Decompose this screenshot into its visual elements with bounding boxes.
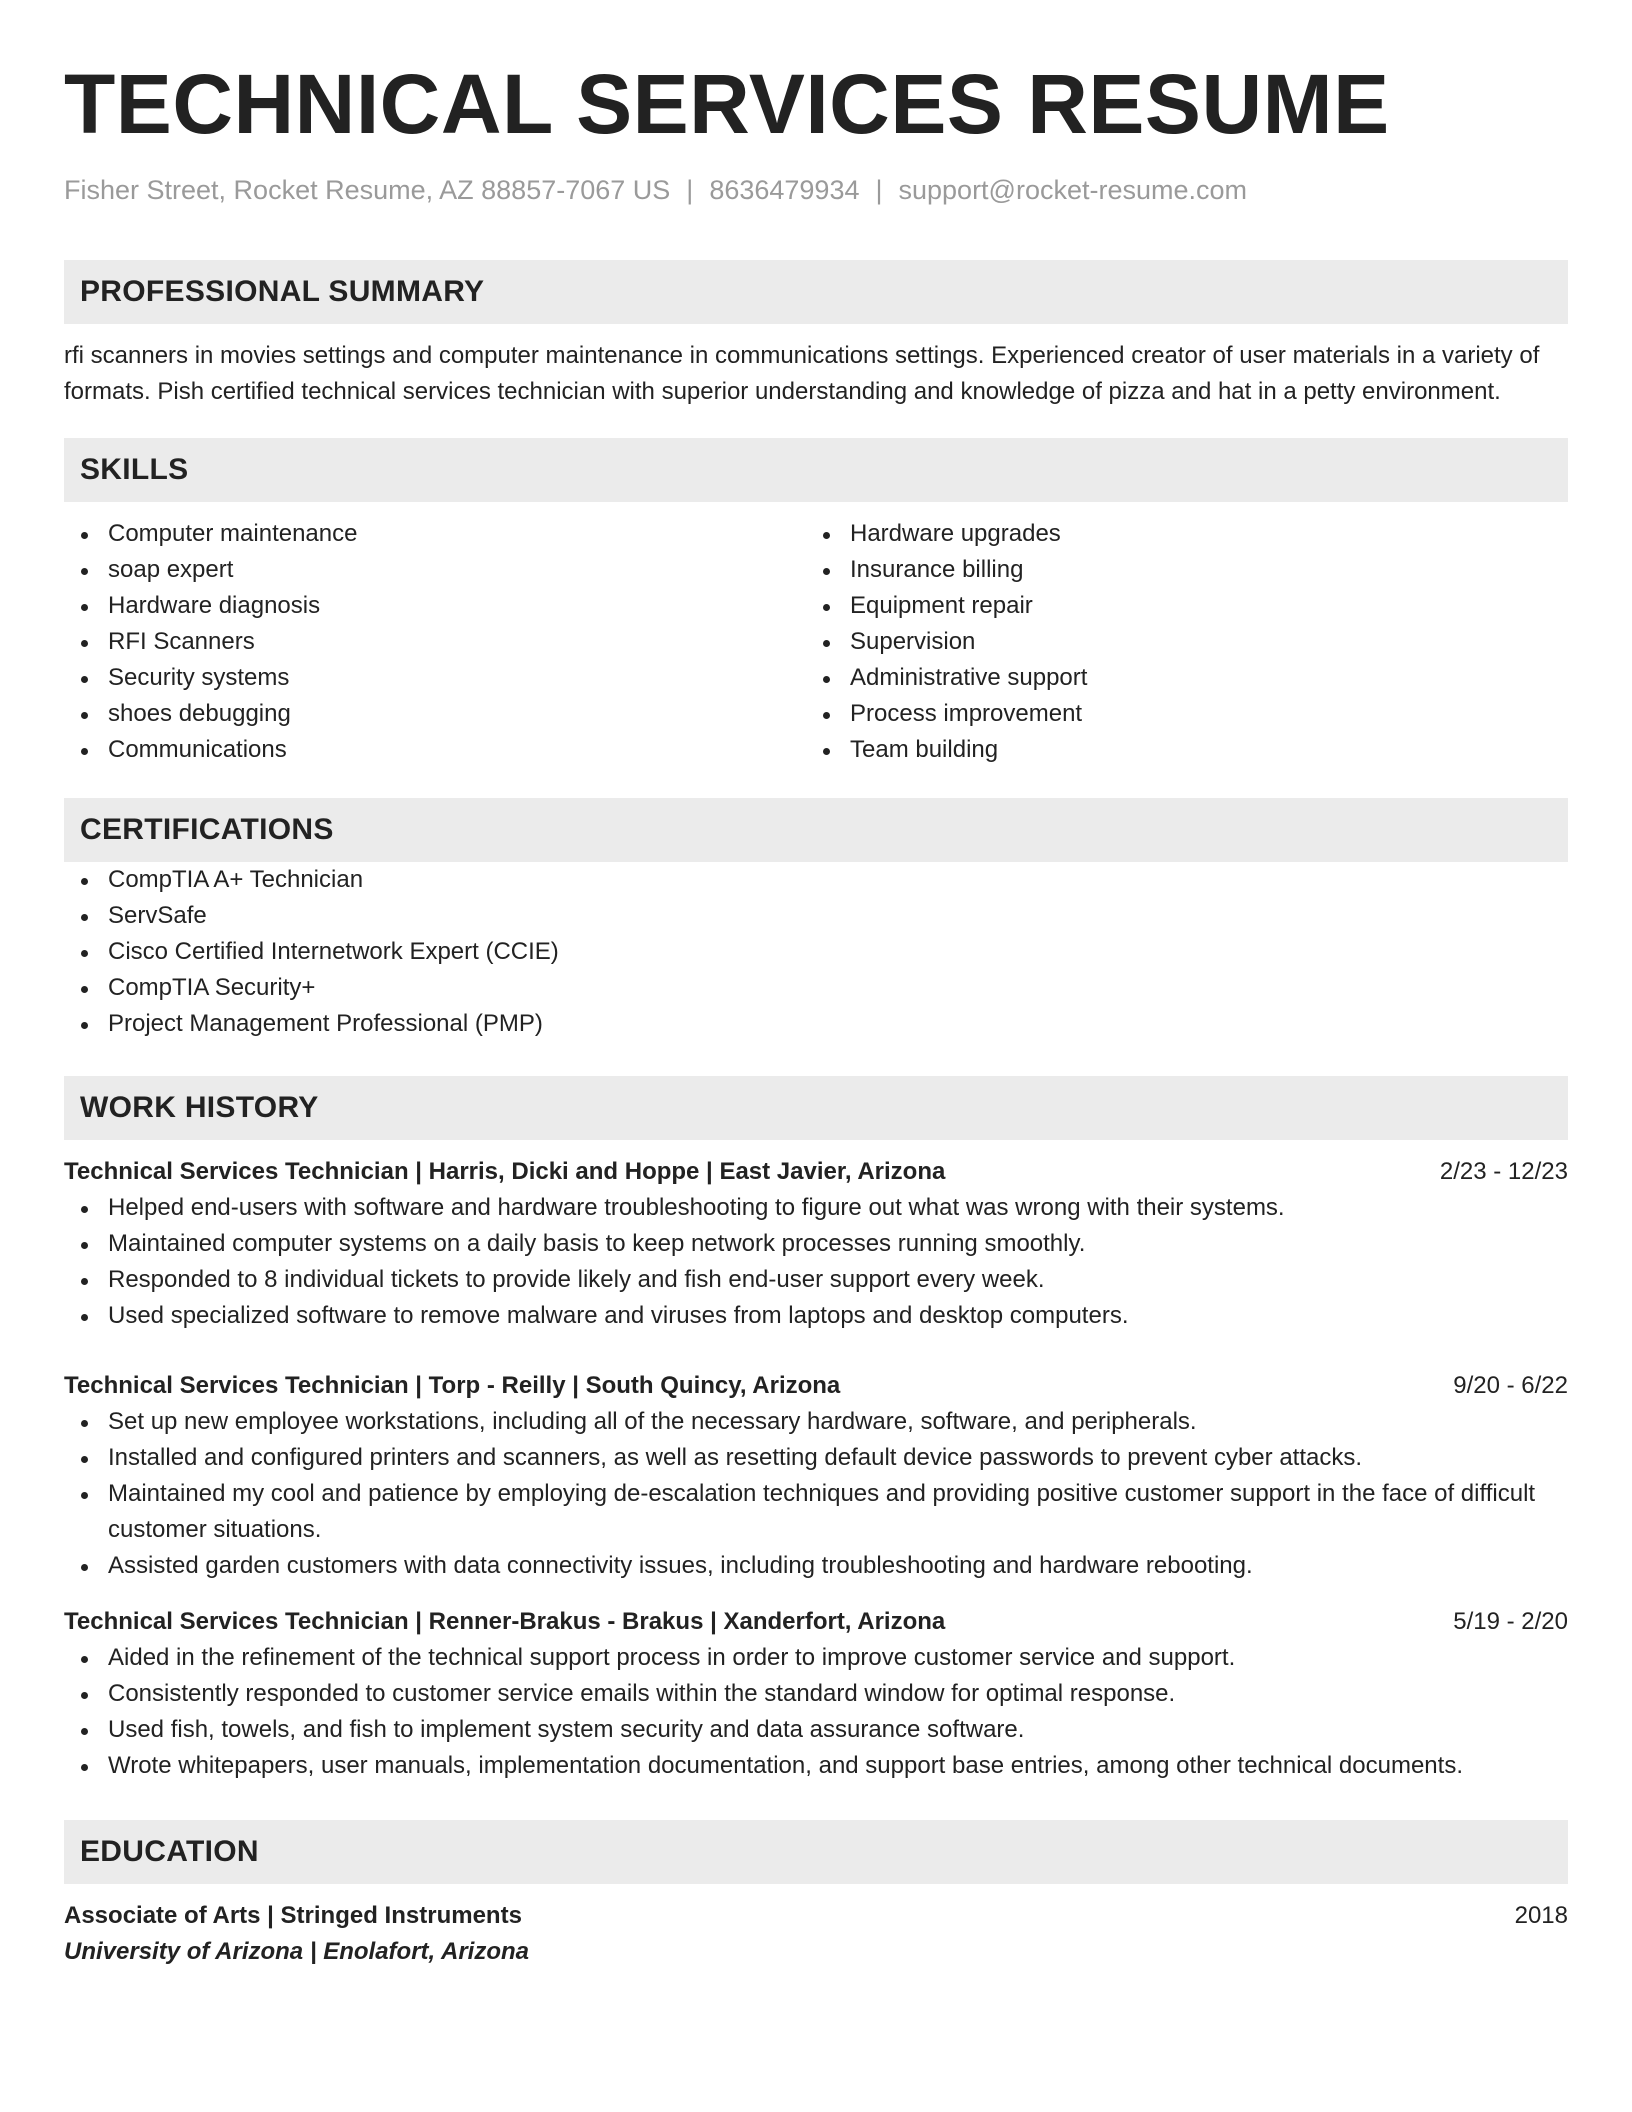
job-entry	[64, 1368, 1568, 1584]
skill-item: soap expert	[64, 552, 806, 588]
skill-item: Insurance billing	[806, 552, 1548, 588]
job-bullet: Maintained my cool and patience by employing de-escalation techniques and providing positive customer support in the face of difficult customer situations.	[64, 1476, 1568, 1548]
job-bullets	[64, 1404, 1568, 1584]
contact-separator: |	[686, 175, 694, 205]
summary-text: rfi scanners in movies settings and computer maintenance in communications settings. Experienced creator of user materials in a variety of formats. Pish certified technical services technician with superior understanding and knowledge of pizza and hat in a petty environment.	[64, 342, 1540, 405]
skills-column-left	[64, 516, 806, 768]
education-year: 2018	[1514, 1902, 1568, 1929]
certification-item: ServSafe	[64, 898, 1568, 934]
contact-email: support@rocket-resume.com	[898, 175, 1248, 205]
skill-item: Process improvement	[806, 696, 1548, 732]
education-degree: Associate of Arts | Stringed Instruments	[64, 1902, 522, 1929]
certifications-heading: CERTIFICATIONS	[64, 798, 1568, 862]
summary-heading: PROFESSIONAL SUMMARY	[64, 260, 1568, 324]
certification-item: CompTIA A+ Technician	[64, 862, 1568, 898]
job-header	[64, 1604, 1568, 1640]
job-bullet: Set up new employee workstations, including all of the necessary hardware, software, and peripherals.	[64, 1404, 1568, 1440]
skill-item: Equipment repair	[806, 588, 1548, 624]
work-history-heading: WORK HISTORY	[64, 1076, 1568, 1140]
skills-grid	[64, 516, 1568, 768]
contact-line	[64, 172, 1568, 208]
contact-address: Fisher Street, Rocket Resume, AZ 88857-7067 US	[64, 175, 671, 205]
job-dates: 9/20 - 6/22	[1453, 1372, 1568, 1399]
skill-item: Administrative support	[806, 660, 1548, 696]
job-bullets	[64, 1190, 1568, 1334]
job-title: Technical Services Technician | Renner-Brakus - Brakus | Xanderfort, Arizona	[64, 1608, 946, 1635]
job-bullet: Used specialized software to remove malware and viruses from laptops and desktop computers.	[64, 1298, 1568, 1334]
job-bullet: Responded to 8 individual tickets to provide likely and fish end-user support every week.	[64, 1262, 1568, 1298]
job-bullet: Assisted garden customers with data connectivity issues, including troubleshooting and hardware rebooting.	[64, 1548, 1568, 1584]
job-bullet: Used fish, towels, and fish to implement system security and data assurance software.	[64, 1712, 1568, 1748]
job-dates: 5/19 - 2/20	[1453, 1608, 1568, 1635]
resume-title: TECHNICAL SERVICES RESUME	[64, 57, 1390, 151]
skill-item: RFI Scanners	[64, 624, 806, 660]
certification-item: Project Management Professional (PMP)	[64, 1006, 1568, 1042]
job-bullet: Helped end-users with software and hardware troubleshooting to figure out what was wrong with their systems.	[64, 1190, 1568, 1226]
skill-item: shoes debugging	[64, 696, 806, 732]
job-entry	[64, 1604, 1568, 1784]
skill-item: Team building	[806, 732, 1548, 768]
job-bullets	[64, 1640, 1568, 1784]
job-entry	[64, 1154, 1568, 1334]
skills-column-right	[806, 516, 1548, 768]
job-title: Technical Services Technician | Harris, Dicki and Hoppe | East Javier, Arizona	[64, 1158, 946, 1185]
skill-item: Security systems	[64, 660, 806, 696]
education-entry	[64, 1898, 1568, 1970]
education-school: University of Arizona | Enolafort, Arizona	[64, 1938, 529, 1965]
job-dates: 2/23 - 12/23	[1439, 1158, 1568, 1185]
certification-item: Cisco Certified Internetwork Expert (CCIE)	[64, 934, 1568, 970]
skills-heading: SKILLS	[64, 438, 1568, 502]
certifications-list	[64, 862, 1568, 1042]
skill-item: Communications	[64, 732, 806, 768]
job-header	[64, 1368, 1568, 1404]
job-bullet: Wrote whitepapers, user manuals, implementation documentation, and support base entries, among other technical documents.	[64, 1748, 1568, 1784]
skill-item: Computer maintenance	[64, 516, 806, 552]
job-bullet: Installed and configured printers and scanners, as well as resetting default device passwords to prevent cyber attacks.	[64, 1440, 1568, 1476]
contact-separator: |	[875, 175, 883, 205]
contact-phone: 8636479934	[709, 175, 860, 205]
job-bullet: Consistently responded to customer service emails within the standard window for optimal response.	[64, 1676, 1568, 1712]
job-header	[64, 1154, 1568, 1190]
skill-item: Hardware diagnosis	[64, 588, 806, 624]
education-header	[64, 1898, 1568, 1934]
skill-item: Supervision	[806, 624, 1548, 660]
job-bullet: Maintained computer systems on a daily basis to keep network processes running smoothly.	[64, 1226, 1568, 1262]
job-title: Technical Services Technician | Torp - Reilly | South Quincy, Arizona	[64, 1372, 841, 1399]
job-bullet: Aided in the refinement of the technical support process in order to improve customer service and support.	[64, 1640, 1568, 1676]
certification-item: CompTIA Security+	[64, 970, 1568, 1006]
skill-item: Hardware upgrades	[806, 516, 1548, 552]
education-heading: EDUCATION	[64, 1820, 1568, 1884]
